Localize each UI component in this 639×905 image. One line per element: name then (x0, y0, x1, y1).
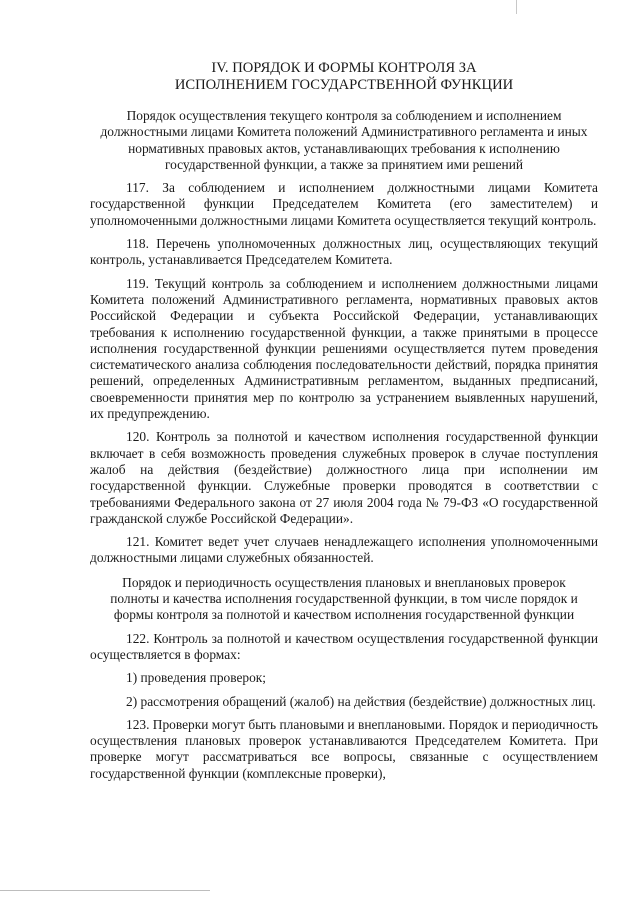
subheading-current-control: Порядок осуществления текущего контроля за соблюдением и исполнением должностными лицами Комитета положений Административного регламента и иных нормативных правовых актов, устанавливающих требования к исполнению государственной функции, а также за принятием ими решений (100, 108, 588, 172)
paragraph-121: 121. Комитет ведет учет случаев ненадлежащего исполнения уполномоченными должностными лицами служебных обязанностей. (90, 534, 598, 566)
paragraph-122-item-1: 1) проведения проверок; (126, 670, 267, 686)
scan-mark-bottom (0, 890, 210, 891)
paragraph-117: 117. За соблюдением и исполнением должностными лицами Комитета государственной функции Председателем Комитета (его заместителем) и уполномоченными должностными лицами Комитета осуществляется текущий контроль. (90, 180, 598, 228)
paragraph-122-item-2: 2) рассмотрения обращений (жалоб) на действия (бездействие) должностных лиц. (126, 693, 596, 709)
paragraph-122: 122. Контроль за полнотой и качеством осуществления государственной функции осуществляется в формах: (90, 630, 598, 662)
paragraph-118: 118. Перечень уполномоченных должностных лиц, осуществляющих текущий контроль, устанавливается Председателем Комитета. (90, 236, 598, 268)
subheading-inspections: Порядок и периодичность осуществления плановых и внеплановых проверок полноты и качества исполнения государственной функции, в том числе порядок и формы контроля за полнотой и качеством исполнения государственной функции (110, 574, 578, 623)
section-title-line-2: ИСПОЛНЕНИЕМ ГОСУДАРСТВЕННОЙ ФУНКЦИИ (174, 77, 514, 93)
document-page (90, 60, 598, 789)
section-title-line-1: IV. ПОРЯДОК И ФОРМЫ КОНТРОЛЯ ЗА (211, 60, 477, 76)
paragraph-120: 120. Контроль за полнотой и качеством исполнения государственной функции включает в себя возможность проведения служебных проверок в случае поступления жалоб на действия (бездействие) должностного лица при исполнении им государственной функции. Служебные проверки проводятся в соответствии с требованиями Федерального закона от 27 июля 2004 года № 79-ФЗ «О государственной гражданской службе Российской Федерации». (90, 429, 598, 526)
section-title (90, 60, 598, 94)
paragraph-119: 119. Текущий контроль за соблюдением и исполнением должностными лицами Комитета положений Административного регламента, нормативных правовых актов Российской Федерации и субъекта Российской Федерации, устанавливающих требования к исполнению государственной функции, а также принятыми в процессе исполнения государственной функции решениями осуществляется путем проведения систематического анализа соблюдения последовательности действий, порядка принятия решений, определенных Административным регламентом, выданных предписаний, своевременности принятия мер по контролю за устранением выявленных нарушений, их предупреждению. (90, 275, 598, 422)
paragraph-123: 123. Проверки могут быть плановыми и внеплановыми. Порядок и периодичность осуществления плановых проверок устанавливаются Председателем Комитета. При проверке могут рассматриваться все вопросы, связанные с осуществлением государственной функции (комплексные проверки), (90, 716, 598, 781)
scan-mark-top (516, 0, 517, 14)
